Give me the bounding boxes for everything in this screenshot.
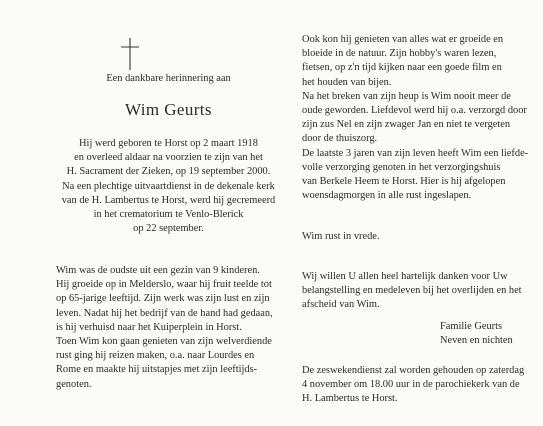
memorial-mass [302, 364, 524, 407]
bio-line: Hij groeide op in Melderslo, waar hij fruit teelde tot [56, 279, 272, 291]
life-line: De laatste 3 jaren van zijn leven heeft Wim een liefde- [302, 147, 529, 159]
bio-line: Wim was de oudste uit een gezin van 9 kinderen. [56, 265, 260, 276]
announcement-line: H. Sacrament der Zieken, op 19 september 2000. [66, 166, 271, 178]
life-line: van Berkele Heem te Horst. Hier is hij afgelopen [302, 176, 506, 188]
announcement-line: en overleed aldaar na voorzien te zijn van het [74, 152, 263, 164]
mass-line: 4 november om 18.00 uur in de parochiekerk van de [302, 379, 520, 391]
life-line: Ook kon hij genieten van alles wat er groeide en [302, 34, 504, 45]
bio-line: op 65-jarige leeftijd. Zijn werk was zijn lust en zijn [56, 293, 270, 305]
life-paragraph [302, 33, 529, 203]
bio-line: genoten. [56, 378, 92, 390]
cross-icon [119, 38, 141, 70]
thanks-line: afscheid van Wim. [302, 299, 380, 311]
biography [56, 264, 281, 392]
signature-line: Neven en nichten [440, 335, 513, 347]
thanks-paragraph [302, 270, 524, 313]
life-line: zijn zus Nel en zijn zwager Jan en niet te vergeten [302, 119, 511, 131]
bio-line: Rome en maakte hij uitstapjes met zijn leeftijds- [56, 364, 258, 376]
mass-line: De zeswekendienst zal worden gehouden op zaterdag [302, 365, 525, 376]
thanks-line: Wij willen U allen heel hartelijk danken voor Uw [302, 271, 508, 282]
life-line: oude geworden. Liefdevol werd hij o.a. verzorgd door [302, 105, 527, 117]
bio-line: is hij verhuisd naar het Kuiperplein in Horst. [56, 321, 242, 333]
life-line: Na het breken van zijn heup is Wim nooit meer de [302, 90, 511, 102]
announcement-line: Hij werd geboren te Horst op 2 maart 1918 [79, 138, 258, 149]
signature-line: Familie Geurts [440, 321, 503, 332]
right-column [302, 0, 529, 426]
life-line: het houden van bijen. [302, 76, 392, 88]
rest-in-peace: Wim rust in vrede. [302, 231, 380, 242]
signature [440, 320, 513, 348]
thanks-line: belangstelling en medeleven bij het overlijden en het [302, 285, 522, 297]
intro-text: Een dankbare herinnering aan [106, 73, 231, 84]
announcement-line: in het crematorium te Venlo-Blerick [93, 209, 244, 221]
mass-line: H. Lambertus te Horst. [302, 393, 398, 405]
announcement-line: Na een plechtige uitvaartdienst in de dekenale kerk [62, 180, 275, 192]
announcement-line: op 22 september. [133, 223, 204, 235]
bio-line: Toen Wim kon gaan genieten van zijn welverdiende [56, 336, 272, 348]
announcement-line: van de H. Lambertus te Horst, werd hij gecremeerd [61, 194, 276, 206]
life-line: woensdagmorgen in alle rust ingeslapen. [302, 190, 472, 202]
life-line: volle verzorging genoten in het verzorgingshuis [302, 161, 501, 173]
bio-line: leven. Nadat hij het bedrijf van de hand had gedaan, [56, 307, 273, 319]
life-line: bloeide in de natuur. Zijn hobby's waren lezen, [302, 48, 497, 60]
life-line: fietsen, op z'n tijd kijken naar een goede film en [302, 62, 502, 74]
deceased-name: Wim Geurts [125, 100, 212, 119]
announcement [56, 137, 281, 236]
left-column [56, 0, 281, 426]
bio-line: rust ging hij reizen maken, o.a. naar Lourdes en [56, 350, 255, 362]
life-line: door de thuiszorg. [302, 133, 378, 145]
